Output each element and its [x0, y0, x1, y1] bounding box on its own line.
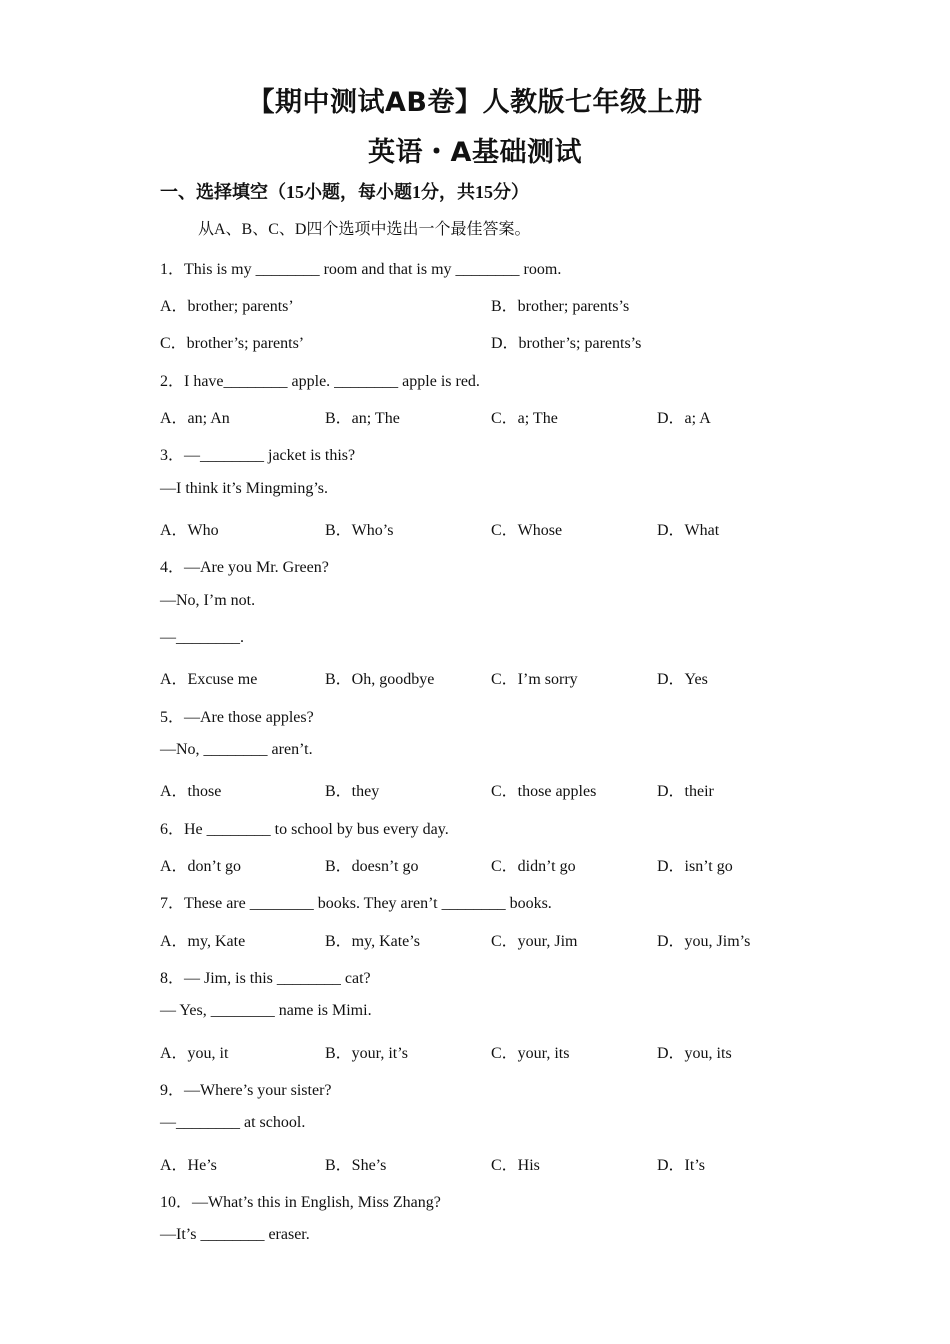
question-5-stem: 5．—Are those apples?: [160, 709, 314, 726]
question-6-option-c: C．didn’t go: [491, 858, 576, 875]
question-1-option-d: D．brother’s; parents’s: [491, 335, 642, 352]
question-4-blank: —________.: [160, 629, 244, 646]
question-3-option-c: C．Whose: [491, 522, 563, 539]
question-8-option-d: D．you, its: [657, 1045, 732, 1062]
question-4-option-b: B．Oh, goodbye: [325, 671, 435, 688]
question-8-option-a: A．you, it: [160, 1045, 229, 1062]
question-3-reply: —I think it’s Mingming’s.: [160, 480, 329, 497]
question-3-option-b: B．Who’s: [325, 522, 394, 539]
question-3-option-d: D．What: [657, 522, 720, 539]
question-5-reply: —No, ________ aren’t.: [160, 741, 313, 758]
question-4-option-d: D．Yes: [657, 671, 708, 688]
question-4-option-c: C．I’m sorry: [491, 671, 578, 688]
question-6-option-b: B．doesn’t go: [325, 858, 419, 875]
question-9-stem: 9．—Where’s your sister?: [160, 1082, 332, 1099]
question-7-option-c: C．your, Jim: [491, 933, 578, 950]
question-9-option-d: D．It’s: [657, 1157, 706, 1174]
question-7-option-d: D．you, Jim’s: [657, 933, 751, 950]
page-title: 【期中测试AB卷】人教版七年级上册: [247, 87, 703, 118]
question-8-stem: 8．— Jim, is this ________ cat?: [160, 970, 371, 987]
question-4-stem: 4．—Are you Mr. Green?: [160, 559, 329, 576]
page-subtitle: 英语・A基础测试: [368, 137, 582, 168]
question-1-option-c: C．brother’s; parents’: [160, 335, 305, 352]
question-1-option-a: A．brother; parents’: [160, 298, 294, 315]
question-9-reply: —________ at school.: [160, 1114, 306, 1131]
question-6-option-a: A．don’t go: [160, 858, 242, 875]
question-1-stem: 1．This is my ________ room and that is my ________ room.: [160, 261, 562, 278]
question-4-reply: —No, I’m not.: [160, 592, 256, 609]
question-6-stem: 6．He ________ to school by bus every day.: [160, 821, 449, 838]
question-4-option-a: A．Excuse me: [160, 671, 258, 688]
question-9-option-b: B．She’s: [325, 1157, 387, 1174]
question-5-option-d: D．their: [657, 783, 714, 800]
question-8-reply: — Yes, ________ name is Mimi.: [160, 1002, 372, 1019]
question-2-option-b: B．an; The: [325, 410, 400, 427]
question-1-option-b: B．brother; parents’s: [491, 298, 630, 315]
question-2-option-a: A．an; An: [160, 410, 230, 427]
question-3-stem: 3．—________ jacket is this?: [160, 447, 356, 464]
question-2-option-d: D．a; A: [657, 410, 711, 427]
question-5-option-a: A．those: [160, 783, 222, 800]
question-7-option-a: A．my, Kate: [160, 933, 246, 950]
question-3-option-a: A．Who: [160, 522, 219, 539]
question-10-reply: —It’s ________ eraser.: [160, 1226, 310, 1243]
question-5-option-b: B．they: [325, 783, 380, 800]
section-instruction: 从A、B、C、D四个选项中选出一个最佳答案。: [198, 221, 531, 238]
section-heading: 一、选择填空（15小题，每小题1分，共15分）: [160, 182, 529, 202]
question-8-option-c: C．your, its: [491, 1045, 570, 1062]
question-7-stem: 7．These are ________ books. They aren’t ________ books.: [160, 895, 552, 912]
question-8-option-b: B．your, it’s: [325, 1045, 408, 1062]
question-10-stem: 10．—What’s this in English, Miss Zhang?: [160, 1194, 441, 1211]
question-2-stem: 2．I have________ apple. ________ apple is red.: [160, 373, 480, 390]
question-2-option-c: C．a; The: [491, 410, 558, 427]
question-7-option-b: B．my, Kate’s: [325, 933, 420, 950]
question-6-option-d: D．isn’t go: [657, 858, 733, 875]
question-5-option-c: C．those apples: [491, 783, 597, 800]
question-9-option-a: A．He’s: [160, 1157, 217, 1174]
question-9-option-c: C．His: [491, 1157, 540, 1174]
